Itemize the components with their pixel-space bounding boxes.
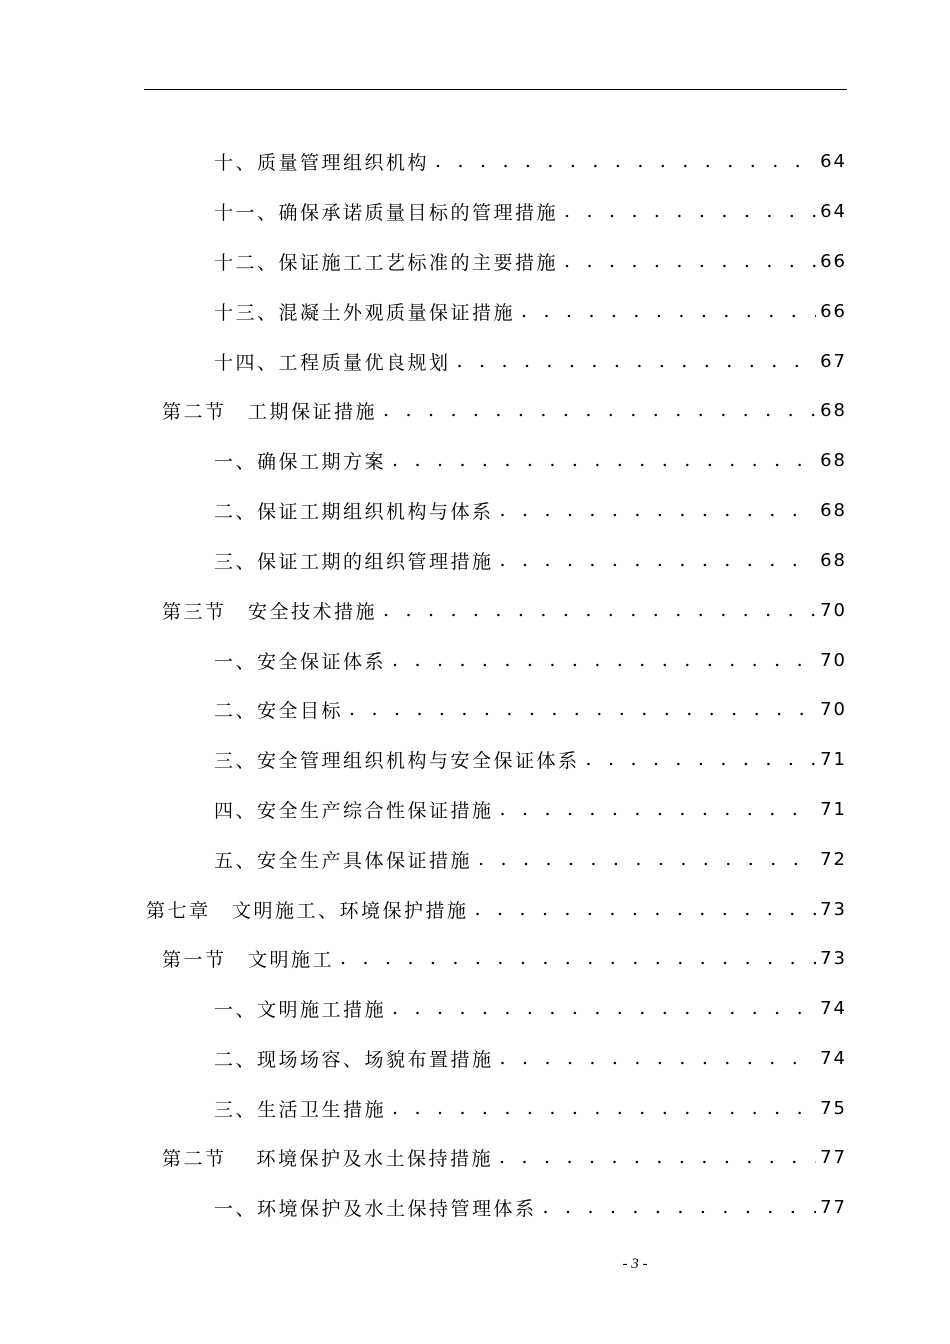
toc-entry-page: 66 — [820, 250, 847, 272]
toc-entry-label: 第二节 环境保护及水土保持措施 — [162, 1147, 494, 1170]
dot-leader — [586, 748, 817, 770]
toc-entry-label: 十一、确保承诺质量目标的管理措施 — [214, 201, 559, 224]
toc-entry[interactable] — [214, 645, 847, 675]
page-number: - 3 - — [622, 1256, 648, 1272]
toc-entry-page: 75 — [820, 1097, 847, 1119]
toc-entry[interactable] — [214, 545, 847, 575]
toc-entry-page: 74 — [820, 997, 847, 1019]
toc-entry[interactable] — [214, 1093, 847, 1123]
toc-entry[interactable] — [214, 196, 847, 226]
toc-entry[interactable] — [214, 296, 847, 326]
dot-leader — [392, 997, 816, 1019]
toc-entry-page: 68 — [820, 499, 847, 521]
dot-leader — [564, 250, 816, 272]
toc-entry-page: 73 — [820, 947, 847, 969]
dot-leader — [500, 1047, 817, 1069]
toc-entry-page: 68 — [820, 399, 847, 421]
dot-leader — [521, 300, 816, 322]
toc-entry-label: 一、安全保证体系 — [214, 650, 387, 673]
toc-entry-label: 四、安全生产综合性保证措施 — [214, 799, 494, 822]
toc-entry-page: 72 — [820, 848, 847, 870]
dot-leader — [392, 649, 816, 671]
dot-leader — [478, 848, 816, 870]
toc-entry[interactable] — [214, 1043, 847, 1073]
toc-entry-page: 70 — [820, 698, 847, 720]
toc-entry[interactable] — [162, 595, 847, 625]
toc-entry-label: 二、现场场容、场貌布置措施 — [214, 1048, 494, 1071]
toc-entry-label: 第二节 工期保证措施 — [162, 400, 378, 423]
dot-leader — [392, 1097, 816, 1119]
dot-leader — [392, 449, 816, 471]
toc-entry-label: 三、生活卫生措施 — [214, 1098, 387, 1121]
toc-entry[interactable] — [214, 495, 847, 525]
toc-entry-page: 68 — [820, 449, 847, 471]
dot-leader — [543, 1196, 817, 1218]
dot-leader — [475, 898, 817, 920]
toc-entry[interactable] — [214, 246, 847, 276]
toc-entry-page: 73 — [820, 898, 847, 920]
toc-entry-label: 十二、保证施工工艺标准的主要措施 — [214, 251, 559, 274]
header-rule — [144, 89, 847, 90]
toc-entry-label: 一、文明施工措施 — [214, 998, 387, 1021]
dot-leader — [340, 947, 816, 969]
dot-leader — [500, 499, 817, 521]
toc-entry[interactable] — [162, 1142, 847, 1172]
toc-entry[interactable] — [214, 844, 847, 874]
dot-leader — [564, 200, 816, 222]
toc-entry-label: 二、安全目标 — [214, 699, 344, 722]
toc-entry[interactable] — [214, 445, 847, 475]
toc-entry-label: 三、保证工期的组织管理措施 — [214, 550, 494, 573]
dot-leader — [500, 798, 817, 820]
toc-entry[interactable] — [214, 744, 847, 774]
dot-leader — [500, 549, 817, 571]
toc-entry-label: 第三节 安全技术措施 — [162, 600, 378, 623]
toc-entry-page: 64 — [820, 200, 847, 222]
toc-entry-page: 70 — [820, 649, 847, 671]
toc-entry-label: 二、保证工期组织机构与体系 — [214, 500, 494, 523]
toc-entry[interactable] — [214, 993, 847, 1023]
toc-entry-label: 十三、混凝土外观质量保证措施 — [214, 301, 516, 324]
toc-entry-page: 67 — [820, 350, 847, 372]
toc-entry-label: 一、环境保护及水土保持管理体系 — [214, 1197, 537, 1220]
toc-entry-label: 第一节 文明施工 — [162, 948, 335, 971]
dot-leader — [499, 1146, 816, 1168]
dot-leader — [383, 399, 816, 421]
toc-entry-page: 77 — [820, 1196, 847, 1218]
toc-entry-label: 三、安全管理组织机构与安全保证体系 — [214, 749, 580, 772]
toc-entry-page: 66 — [820, 300, 847, 322]
dot-leader — [457, 350, 817, 372]
toc-entry-page: 71 — [820, 798, 847, 820]
toc-entry-label: 第七章 文明施工、环境保护措施 — [146, 899, 469, 922]
toc-entry-label: 十、质量管理组织机构 — [214, 151, 430, 174]
toc-entry-page: 74 — [820, 1047, 847, 1069]
toc-entry-label: 五、安全生产具体保证措施 — [214, 849, 473, 872]
toc-entry-page: 68 — [820, 549, 847, 571]
dot-leader — [349, 698, 816, 720]
toc-entry[interactable] — [162, 943, 847, 973]
toc-entry[interactable] — [214, 346, 847, 376]
toc-entry-label: 十四、工程质量优良规划 — [214, 351, 451, 374]
toc-entry[interactable] — [146, 894, 847, 924]
toc-entry-page: 71 — [820, 748, 847, 770]
toc-entry[interactable] — [214, 794, 847, 824]
dot-leader — [435, 150, 816, 172]
toc-entry[interactable] — [214, 1192, 847, 1222]
toc-entry-page: 77 — [820, 1146, 847, 1168]
toc-entry-page: 64 — [820, 150, 847, 172]
dot-leader — [383, 599, 816, 621]
toc-entry[interactable] — [214, 146, 847, 176]
toc-entry-page: 70 — [820, 599, 847, 621]
toc-entry[interactable] — [162, 395, 847, 425]
toc-entry-label: 一、确保工期方案 — [214, 450, 387, 473]
toc-entry[interactable] — [214, 694, 847, 724]
